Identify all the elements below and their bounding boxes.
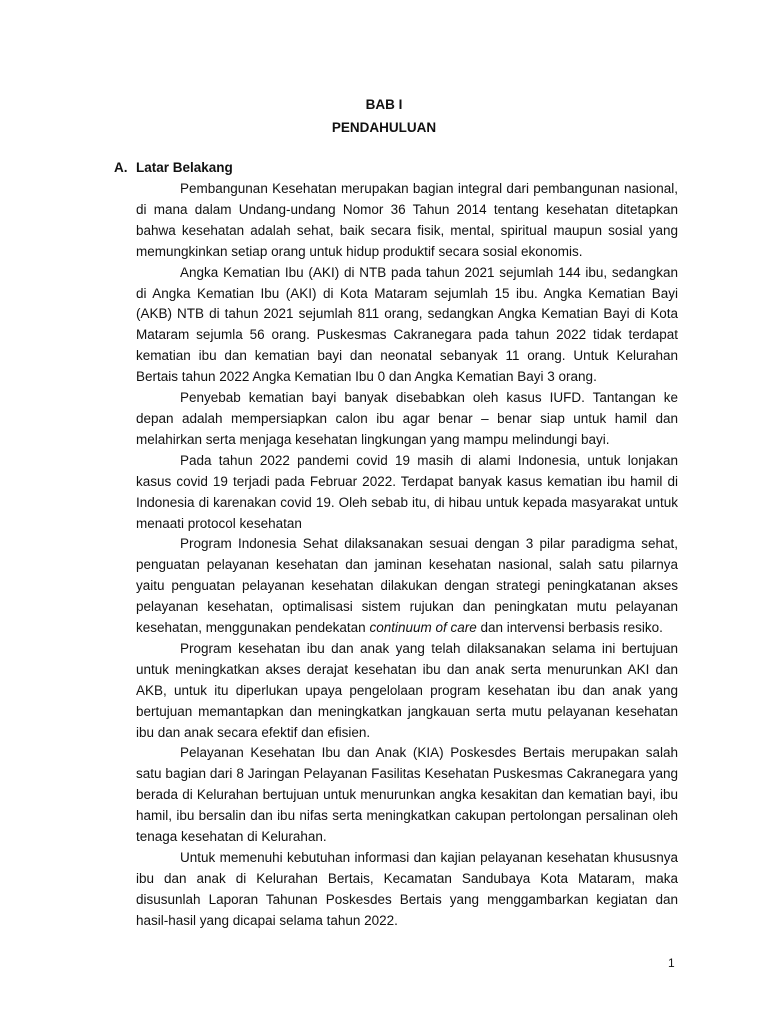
paragraph: Angka Kematian Ibu (AKI) di NTB pada tahun 2021 sejumlah 144 ibu, sedangkan di Angka Kematian Ibu (AKI) di Kota Mataram sejumlah 15 ibu. Angka Kematian Bayi (AKB) NTB di tahun 2021 sejumlah 811 orang, sedangkan Angka Kematian Bayi di Kota Mataram sejumla 56 orang. Puskesmas Cakranegara pada tahun 2022 tidak terdapat kematian ibu dan kematian bayi dan neonatal sebanyak 11 orang. Untuk Kelurahan Bertais tahun 2022 Angka Kematian Ibu 0 dan Angka Kematian Bayi 3 orang. [136,264,678,385]
paragraph-text: Program Indonesia Sehat dilaksanakan sesuai dengan 3 pilar paradigma sehat, penguatan pelayanan kesehatan dan jaminan kesehatan nasional, salah satu pilarnya yaitu penguatan pelayanan kesehatan dilakukan dengan strategi peningkatanan akses pelayanan kesehatan, optimalisasi sistem rujukan dan peningkatan mutu pelayanan kesehatan, menggunakan pendekatan [136,536,678,636]
paragraph: Pelayanan Kesehatan Ibu dan Anak (KIA) Poskesdes Bertais merupakan salah satu bagian dari 8 Jaringan Pelayanan Fasilitas Kesehatan Puskesmas Cakranegara yang berada di Kelurahan bertujuan untuk menurunkan angka kesakitan dan kematian bayi, ibu hamil, ibu bersalin dan ibu nifas serta meningkatkan cakupan pertolongan persalinan oleh tenaga kesehatan di Kelurahan. [136,745,678,845]
paragraph [136,534,678,639]
paragraph: Pada tahun 2022 pandemi covid 19 masih di alami Indonesia, untuk lonjakan kasus covid 19 terjadi pada Februar 2022. Terdapat banyak kasus kematian ibu hamil di Indonesia di karenakan covid 19. Oleh sebab itu, di hibau untuk kepada masyarakat untuk menaati protocol kesehatan [136,452,678,531]
paragraph: Pembangunan Kesehatan merupakan bagian integral dari pembangunan nasional, di mana dalam Undang-undang Nomor 36 Tahun 2014 tentang kesehatan ditetapkan bahwa kesehatan adalah sehat, baik secara fisik, mental, spiritual maupun sosial yang memungkinkan setiap orang untuk hidup produktif secara sosial ekonomis. [136,181,678,259]
page-number: 1 [668,956,675,970]
paragraph: Penyebab kematian bayi banyak disebabkan oleh kasus IUFD. Tantangan ke depan adalah mempersiapkan calon ibu agar benar – benar siap untuk hamil dan melahirkan serta menjaga kesehatan lingkungan yang mampu melindungi bayi. [136,390,678,447]
paragraph-text: dan intervensi berbasis resiko. [476,620,663,636]
paragraph-emphasis: continuum of care [369,620,477,636]
section-title: Latar Belakang [136,160,233,175]
chapter-number: BAB I [365,97,403,112]
section-heading [114,160,233,175]
body-text [136,179,678,932]
paragraph: Untuk memenuhi kebutuhan informasi dan kajian pelayanan kesehatan khususnya ibu dan anak di Kelurahan Bertais, Kecamatan Sandubaya Kota Mataram, maka disusunlah Laporan Tahunan Poskesdes Bertais yang menggambarkan kegiatan dan hasil-hasil yang dicapai selama tahun 2022. [136,850,678,928]
chapter-title: PENDAHULUAN [331,120,437,135]
section-letter: A. [114,160,128,175]
paragraph: Program kesehatan ibu dan anak yang telah dilaksanakan selama ini bertujuan untuk meningkatkan akses derajat kesehatan ibu dan anak serta menurunkan AKI dan AKB, untuk itu diperlukan upaya pengelolaan program kesehatan ibu dan anak yang bertujuan memantapkan dan meningkatkan jangkauan serta mutu pelayanan kesehatan ibu dan anak secara efektif dan efisien. [136,640,678,740]
